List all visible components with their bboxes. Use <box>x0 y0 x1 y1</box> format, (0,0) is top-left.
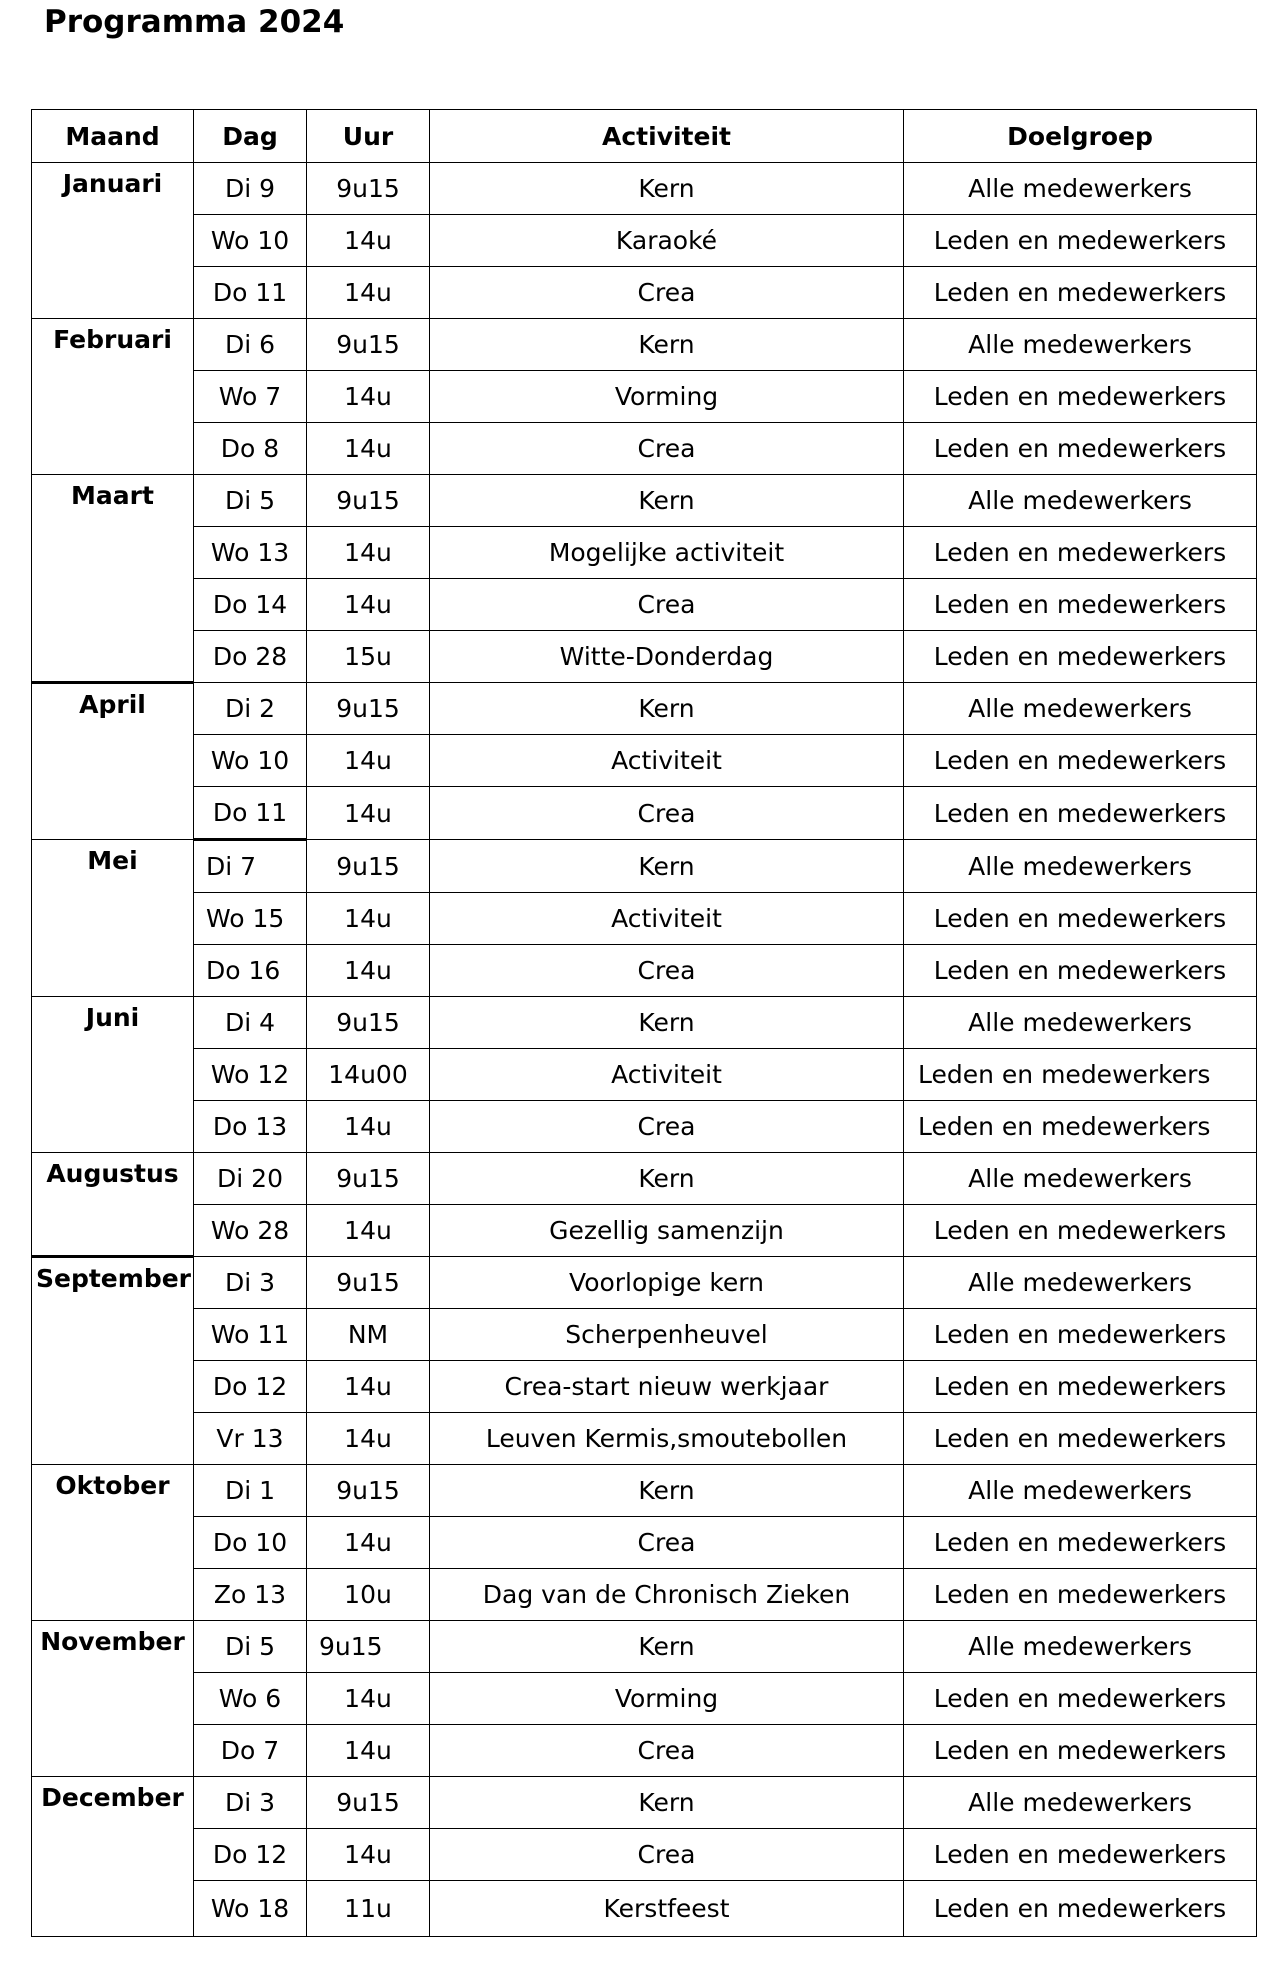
table-row <box>32 319 1257 371</box>
day-cell: Di 3 <box>194 1257 307 1309</box>
time-cell: 14u <box>307 527 430 579</box>
table-row <box>32 735 1257 787</box>
target-group-cell: Alle medewerkers <box>904 997 1257 1049</box>
table-row <box>32 631 1257 683</box>
time-cell: 9u15 <box>307 163 430 215</box>
activity-cell: Karaoké <box>430 215 904 267</box>
table-row <box>32 163 1257 215</box>
table-row <box>32 1829 1257 1881</box>
target-group-cell: Leden en medewerkers <box>904 579 1257 631</box>
table-row <box>32 1621 1257 1673</box>
time-cell: 14u <box>307 1361 430 1413</box>
table-row <box>32 893 1257 945</box>
activity-cell: Kern <box>430 1153 904 1205</box>
activity-cell: Gezellig samenzijn <box>430 1205 904 1257</box>
day-cell: Do 8 <box>194 423 307 475</box>
day-cell: Wo 15 <box>194 893 307 945</box>
activity-cell: Crea <box>430 945 904 997</box>
activity-cell: Scherpenheuvel <box>430 1309 904 1361</box>
table-row <box>32 1569 1257 1621</box>
day-cell: Di 7 <box>194 840 307 893</box>
activity-cell: Kern <box>430 475 904 527</box>
target-group-cell: Leden en medewerkers <box>904 371 1257 423</box>
time-cell: 15u <box>307 631 430 683</box>
target-group-cell: Leden en medewerkers <box>904 787 1257 840</box>
day-cell: Do 12 <box>194 1361 307 1413</box>
table-row <box>32 579 1257 631</box>
activity-cell: Crea <box>430 267 904 319</box>
day-cell: Wo 12 <box>194 1049 307 1101</box>
schedule-table <box>31 109 1257 1937</box>
month-cell: Maart <box>32 475 194 683</box>
activity-cell: Crea <box>430 1517 904 1569</box>
target-group-cell: Leden en medewerkers <box>904 1101 1257 1153</box>
activity-cell: Crea <box>430 787 904 840</box>
time-cell: 14u <box>307 1725 430 1777</box>
activity-cell: Crea <box>430 1101 904 1153</box>
table-row <box>32 1309 1257 1361</box>
header-uur: Uur <box>307 110 430 163</box>
day-cell: Do 10 <box>194 1517 307 1569</box>
table-row <box>32 1517 1257 1569</box>
header-activiteit: Activiteit <box>430 110 904 163</box>
time-cell: 14u <box>307 371 430 423</box>
time-cell: 14u <box>307 735 430 787</box>
activity-cell: Kern <box>430 319 904 371</box>
month-cell: April <box>32 683 194 840</box>
day-cell: Di 5 <box>194 475 307 527</box>
page-title: Programma 2024 <box>44 4 345 40</box>
target-group-cell: Leden en medewerkers <box>904 1517 1257 1569</box>
time-cell: 14u <box>307 215 430 267</box>
time-cell: 11u <box>307 1881 430 1937</box>
time-cell: 9u15 <box>307 840 430 893</box>
target-group-cell: Alle medewerkers <box>904 840 1257 893</box>
activity-cell: Vorming <box>430 1673 904 1725</box>
time-cell: 14u <box>307 893 430 945</box>
table-row <box>32 683 1257 735</box>
day-cell: Do 11 <box>194 267 307 319</box>
target-group-cell: Leden en medewerkers <box>904 1881 1257 1937</box>
time-cell: 14u <box>307 787 430 840</box>
table-row <box>32 1257 1257 1309</box>
day-cell: Di 6 <box>194 319 307 371</box>
target-group-cell: Alle medewerkers <box>904 1153 1257 1205</box>
month-cell: November <box>32 1621 194 1777</box>
month-cell: Oktober <box>32 1465 194 1621</box>
table-row <box>32 1361 1257 1413</box>
day-cell: Do 11 <box>194 787 307 840</box>
target-group-cell: Leden en medewerkers <box>904 267 1257 319</box>
day-cell: Do 12 <box>194 1829 307 1881</box>
time-cell: 14u00 <box>307 1049 430 1101</box>
target-group-cell: Leden en medewerkers <box>904 1413 1257 1465</box>
day-cell: Di 20 <box>194 1153 307 1205</box>
time-cell: NM <box>307 1309 430 1361</box>
target-group-cell: Leden en medewerkers <box>904 1049 1257 1101</box>
table-row <box>32 1413 1257 1465</box>
activity-cell: Voorlopige kern <box>430 1257 904 1309</box>
table-row <box>32 1153 1257 1205</box>
target-group-cell: Leden en medewerkers <box>904 215 1257 267</box>
day-cell: Di 5 <box>194 1621 307 1673</box>
table-row <box>32 787 1257 840</box>
header-row <box>32 110 1257 163</box>
table-row <box>32 840 1257 893</box>
day-cell: Zo 13 <box>194 1569 307 1621</box>
activity-cell: Crea <box>430 1829 904 1881</box>
target-group-cell: Alle medewerkers <box>904 1257 1257 1309</box>
time-cell: 9u15 <box>307 1621 430 1673</box>
day-cell: Do 13 <box>194 1101 307 1153</box>
activity-cell: Crea <box>430 423 904 475</box>
target-group-cell: Leden en medewerkers <box>904 1725 1257 1777</box>
target-group-cell: Leden en medewerkers <box>904 1569 1257 1621</box>
time-cell: 14u <box>307 1673 430 1725</box>
day-cell: Do 28 <box>194 631 307 683</box>
table-row <box>32 267 1257 319</box>
target-group-cell: Alle medewerkers <box>904 683 1257 735</box>
target-group-cell: Leden en medewerkers <box>904 423 1257 475</box>
activity-cell: Dag van de Chronisch Zieken <box>430 1569 904 1621</box>
target-group-cell: Leden en medewerkers <box>904 527 1257 579</box>
table-row <box>32 1777 1257 1829</box>
time-cell: 10u <box>307 1569 430 1621</box>
day-cell: Do 7 <box>194 1725 307 1777</box>
target-group-cell: Leden en medewerkers <box>904 735 1257 787</box>
target-group-cell: Leden en medewerkers <box>904 945 1257 997</box>
target-group-cell: Alle medewerkers <box>904 475 1257 527</box>
time-cell: 14u <box>307 579 430 631</box>
time-cell: 9u15 <box>307 319 430 371</box>
time-cell: 14u <box>307 423 430 475</box>
day-cell: Wo 28 <box>194 1205 307 1257</box>
time-cell: 14u <box>307 1205 430 1257</box>
activity-cell: Mogelijke activiteit <box>430 527 904 579</box>
target-group-cell: Alle medewerkers <box>904 163 1257 215</box>
day-cell: Do 14 <box>194 579 307 631</box>
header-doelgroep: Doelgroep <box>904 110 1257 163</box>
target-group-cell: Alle medewerkers <box>904 1777 1257 1829</box>
day-cell: Wo 18 <box>194 1881 307 1937</box>
table-header <box>32 110 1257 163</box>
day-cell: Di 1 <box>194 1465 307 1517</box>
time-cell: 9u15 <box>307 683 430 735</box>
day-cell: Di 9 <box>194 163 307 215</box>
header-dag: Dag <box>194 110 307 163</box>
activity-cell: Kern <box>430 1777 904 1829</box>
table-row <box>32 1465 1257 1517</box>
table-body <box>32 163 1257 1937</box>
activity-cell: Kern <box>430 840 904 893</box>
activity-cell: Vorming <box>430 371 904 423</box>
activity-cell: Crea-start nieuw werkjaar <box>430 1361 904 1413</box>
day-cell: Di 3 <box>194 1777 307 1829</box>
table-row <box>32 1049 1257 1101</box>
activity-cell: Witte-Donderdag <box>430 631 904 683</box>
day-cell: Do 16 <box>194 945 307 997</box>
month-cell: Augustus <box>32 1153 194 1257</box>
activity-cell: Kern <box>430 1465 904 1517</box>
month-cell: Juni <box>32 997 194 1153</box>
time-cell: 14u <box>307 1517 430 1569</box>
target-group-cell: Leden en medewerkers <box>904 893 1257 945</box>
month-cell: September <box>32 1257 194 1465</box>
table-row <box>32 1101 1257 1153</box>
table-row <box>32 215 1257 267</box>
header-maand: Maand <box>32 110 194 163</box>
time-cell: 9u15 <box>307 1777 430 1829</box>
day-cell: Vr 13 <box>194 1413 307 1465</box>
time-cell: 14u <box>307 1829 430 1881</box>
day-cell: Di 4 <box>194 997 307 1049</box>
target-group-cell: Leden en medewerkers <box>904 1829 1257 1881</box>
table-row <box>32 1673 1257 1725</box>
month-cell: Januari <box>32 163 194 319</box>
time-cell: 9u15 <box>307 997 430 1049</box>
time-cell: 9u15 <box>307 475 430 527</box>
target-group-cell: Leden en medewerkers <box>904 1205 1257 1257</box>
table-row <box>32 527 1257 579</box>
table-row <box>32 1205 1257 1257</box>
activity-cell: Kern <box>430 683 904 735</box>
table-row <box>32 371 1257 423</box>
time-cell: 14u <box>307 1101 430 1153</box>
table-row <box>32 1725 1257 1777</box>
activity-cell: Kerstfeest <box>430 1881 904 1937</box>
activity-cell: Crea <box>430 579 904 631</box>
target-group-cell: Leden en medewerkers <box>904 1361 1257 1413</box>
month-cell: December <box>32 1777 194 1937</box>
activity-cell: Activiteit <box>430 735 904 787</box>
target-group-cell: Alle medewerkers <box>904 1621 1257 1673</box>
activity-cell: Leuven Kermis,smoutebollen <box>430 1413 904 1465</box>
time-cell: 14u <box>307 267 430 319</box>
activity-cell: Crea <box>430 1725 904 1777</box>
day-cell: Wo 10 <box>194 215 307 267</box>
month-cell: Februari <box>32 319 194 475</box>
activity-cell: Kern <box>430 997 904 1049</box>
day-cell: Wo 10 <box>194 735 307 787</box>
table-row <box>32 423 1257 475</box>
target-group-cell: Alle medewerkers <box>904 1465 1257 1517</box>
target-group-cell: Leden en medewerkers <box>904 631 1257 683</box>
day-cell: Di 2 <box>194 683 307 735</box>
month-cell: Mei <box>32 840 194 997</box>
time-cell: 14u <box>307 945 430 997</box>
time-cell: 14u <box>307 1413 430 1465</box>
day-cell: Wo 7 <box>194 371 307 423</box>
target-group-cell: Alle medewerkers <box>904 319 1257 371</box>
table-row <box>32 945 1257 997</box>
day-cell: Wo 13 <box>194 527 307 579</box>
time-cell: 9u15 <box>307 1465 430 1517</box>
table-row <box>32 1881 1257 1937</box>
time-cell: 9u15 <box>307 1257 430 1309</box>
activity-cell: Activiteit <box>430 1049 904 1101</box>
table-row <box>32 475 1257 527</box>
table-row <box>32 997 1257 1049</box>
activity-cell: Kern <box>430 1621 904 1673</box>
activity-cell: Activiteit <box>430 893 904 945</box>
day-cell: Wo 6 <box>194 1673 307 1725</box>
target-group-cell: Leden en medewerkers <box>904 1309 1257 1361</box>
day-cell: Wo 11 <box>194 1309 307 1361</box>
time-cell: 9u15 <box>307 1153 430 1205</box>
activity-cell: Kern <box>430 163 904 215</box>
target-group-cell: Leden en medewerkers <box>904 1673 1257 1725</box>
